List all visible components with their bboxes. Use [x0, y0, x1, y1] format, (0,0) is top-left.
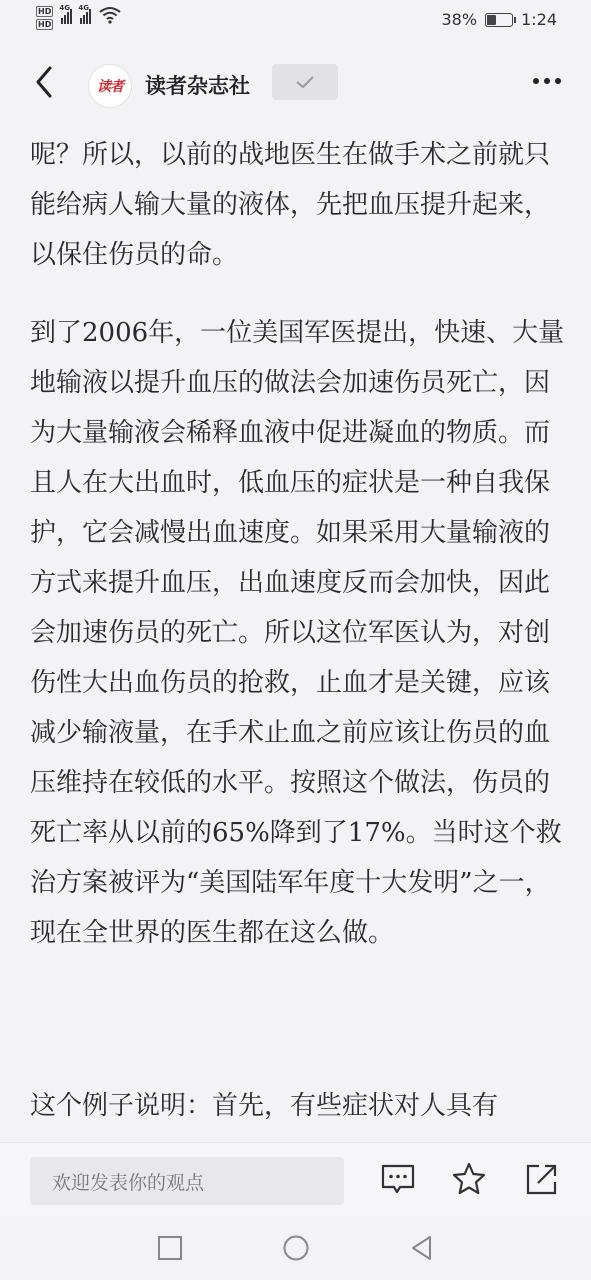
hd-indicators — [36, 6, 53, 30]
comment-button[interactable] — [380, 1161, 416, 1197]
article-paragraph-1: 呢？所以，以前的战地医生在做手术之前就只能给病人输大量的液体，先把血压提升起来，以保住伤员的命。 — [30, 140, 551, 270]
signal-icon-1 — [61, 6, 72, 24]
publisher-logo-text: 读者 — [97, 79, 123, 95]
battery-icon — [485, 13, 513, 27]
status-left — [36, 6, 121, 30]
bottom-action-bar — [0, 1142, 591, 1216]
publisher-name[interactable]: 读者杂志社 — [145, 74, 250, 98]
hd-badge-2: HD — [38, 20, 52, 29]
square-icon — [156, 1234, 184, 1262]
check-icon — [294, 74, 316, 90]
comment-icon — [380, 1161, 416, 1197]
recents-button[interactable] — [156, 1234, 184, 1262]
circle-icon — [282, 1234, 310, 1262]
more-dot — [555, 78, 561, 84]
clock: 1:24 — [521, 10, 557, 29]
article-paragraph-3: 这个例子说明：首先，有些症状对人具有 — [30, 1091, 499, 1121]
back-button[interactable] — [30, 62, 60, 102]
share-icon — [524, 1161, 560, 1197]
hd-badge-1: HD — [38, 7, 52, 16]
battery-percent: 38% — [441, 10, 478, 29]
status-bar — [0, 0, 591, 40]
network-type-1: 4G — [59, 4, 70, 12]
follow-button[interactable] — [272, 64, 338, 100]
system-back-button[interactable] — [408, 1234, 436, 1262]
home-button[interactable] — [282, 1234, 310, 1262]
more-dot — [533, 78, 539, 84]
comment-placeholder: 欢迎发表你的观点 — [52, 1171, 205, 1194]
status-right — [442, 10, 558, 29]
star-icon — [451, 1161, 487, 1197]
triangle-back-icon — [408, 1234, 436, 1262]
share-button[interactable] — [524, 1161, 560, 1197]
more-options-button[interactable] — [533, 78, 561, 84]
top-nav-bar — [0, 40, 591, 124]
wifi-icon — [99, 6, 121, 24]
favorite-button[interactable] — [451, 1161, 487, 1197]
publisher-avatar[interactable] — [88, 64, 132, 108]
system-navigation-bar — [0, 1216, 591, 1280]
article-body[interactable] — [0, 124, 591, 1142]
signal-icon-2 — [80, 6, 91, 24]
more-dot — [544, 78, 550, 84]
article-paragraph-2: 到了2006年，一位美国军医提出，快速、大量地输液以提升血压的做法会加速伤员死亡，因为大量输液会稀释血液中促进凝血的物质。而且人在大出血时，低血压的症状是一种自我保护，它会减慢出血速度。如果采用大量输液的方式来提升血压，出血速度反而会加快，因此会加速伤员的死亡。所以这位军医认为，对创伤性大出血伤员的抢救，止血才是关键，应该减少输液量，在手术止血之前应该让伤员的血压维持在较低的水平。按照这个做法，伤员的死亡率从以前的65%降到了17%。当时这个救治方案被评为“美国陆军年度十大发明”之一，现在全世界的医生都在这么做。 — [30, 318, 565, 948]
comment-input[interactable] — [30, 1157, 344, 1205]
back-arrow-icon — [30, 62, 60, 102]
network-type-2: 4G — [78, 4, 89, 12]
